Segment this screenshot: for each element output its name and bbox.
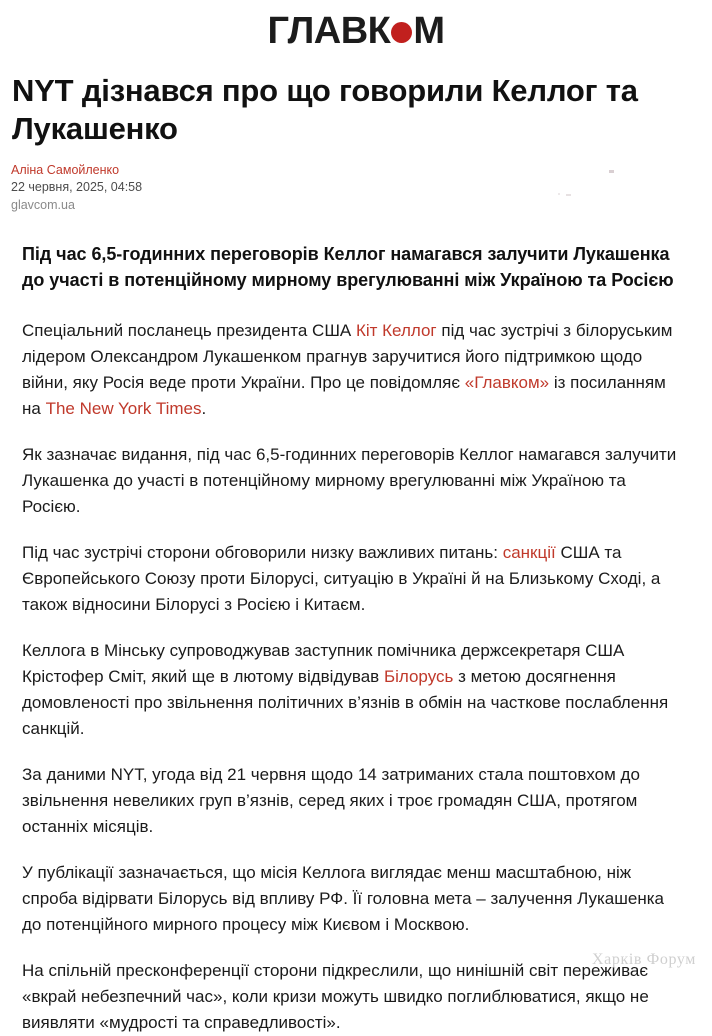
article-text-segment: У публікації зазначається, що місія Келлога виглядає менш масштабною, ніж спроба відірвати Білорусь від впливу РФ. Її головна мета – залучення Лукашенка до потенційного мирного процесу між Києвом і Москвою. — [22, 862, 664, 934]
article-text-segment: США та Європейського Союзу проти Білорусі, ситуацію в Україні й на Близькому Сході, а також відносини Білорусі з Росією і Китаєм. — [22, 542, 661, 614]
logo-text-part2: М — [413, 10, 445, 52]
article-inline-link[interactable]: Білорусь — [383, 666, 454, 686]
red-dot-icon — [391, 22, 412, 43]
site-logo[interactable] — [268, 12, 445, 50]
article-text-segment: . — [201, 398, 207, 418]
site-masthead — [0, 0, 712, 58]
article-body — [0, 241, 712, 1036]
page-title: NYT дізнався про що говорили Келлог та Лукашенко — [12, 73, 638, 146]
article-text-segment: Як зазначає видання, під час 6,5-годинних переговорів Келлог намагався залучити Лукашенка до участі в потенційному мирному врегулюванні між Україною та Росією. — [22, 444, 677, 516]
article-inline-link[interactable]: Кіт Келлог — [355, 320, 437, 340]
article-paragraph-list — [22, 318, 682, 1036]
article-text-segment: Келлога в Мінську супроводжував заступник помічника держсекретаря США Крістофер Сміт, який ще в лютому відвідував — [22, 640, 625, 686]
article-inline-link[interactable]: санкції — [502, 542, 556, 562]
article-text-segment: із посиланням на — [22, 372, 666, 418]
article-paragraph — [22, 638, 682, 742]
article-paragraph — [22, 762, 682, 840]
byline-date: 22 червня, 2025, 04:58 — [11, 180, 143, 195]
article-inline-link[interactable]: The New York Times — [45, 398, 202, 418]
watermark: Харків Форум — [592, 951, 696, 968]
article-paragraph — [22, 860, 682, 938]
byline-source: glavcom.ua — [11, 198, 75, 213]
article-text-segment: під час зустрічі з білоруським лідером Олександром Лукашенком прагнув заручитися його підтримкою щодо війни, яку Росія веде проти України. Про це повідомляє — [22, 320, 673, 392]
article-text-segment: Під час зустрічі сторони обговорили низку важливих питань: — [22, 542, 503, 562]
byline — [0, 162, 712, 215]
logo-text-part1: ГЛАВК — [267, 10, 391, 52]
article-text-segment: Спеціальний посланець президента США — [22, 320, 356, 340]
article-text-segment: За даними NYT, угода від 21 червня щодо 14 затриманих стала поштовхом до звільнення невеликих груп в’язнів, серед яких і троє громадян США, протягом останніх місяців. — [22, 764, 640, 836]
article-lead: Під час 6,5-годинних переговорів Келлог намагався залучити Лукашенка до участі в потенційному мирному врегулюванні між Україною та Росією — [22, 243, 674, 291]
article-text-segment: На спільній пресконференції сторони підкреслили, що нинішній світ переживає «вкрай небезпечний час», коли кризи можуть швидко поглиблюватися, якщо не виявляти «мудрості та справедливості». — [22, 960, 649, 1032]
article-inline-link[interactable]: «Главком» — [464, 372, 550, 392]
article-text-segment: з метою досягнення домовленості про звільнення політичних в’язнів в обмін на часткове послаблення санкцій. — [22, 666, 669, 738]
article-paragraph — [22, 442, 682, 520]
article-paragraph — [22, 958, 682, 1036]
byline-author[interactable]: Аліна Самойленко — [11, 162, 120, 177]
article-paragraph — [22, 540, 682, 618]
article-paragraph — [22, 318, 682, 422]
